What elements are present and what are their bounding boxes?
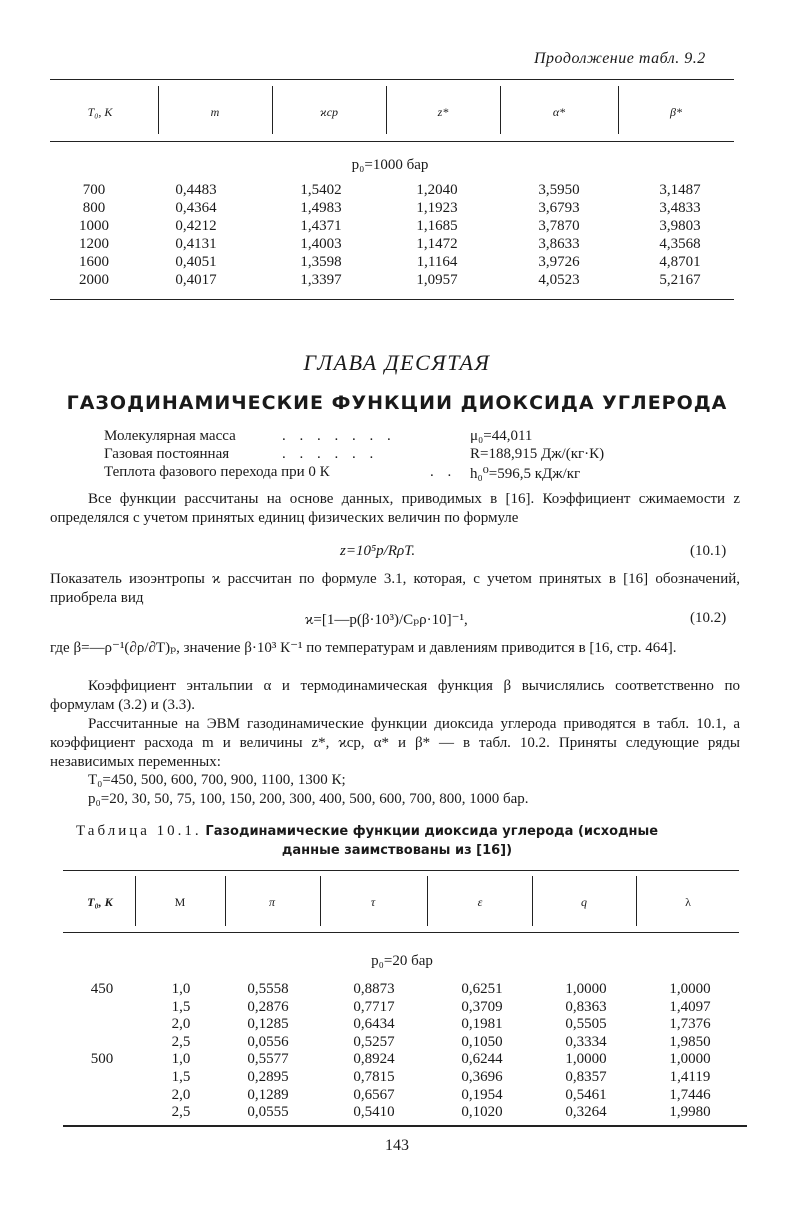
column-divider <box>500 86 501 134</box>
table-cell: 0,5505 <box>565 1016 607 1033</box>
table-cell: 0,1981 <box>461 1016 503 1033</box>
table-cell: 1,0 <box>171 981 191 997</box>
table-cell: 0,4364 <box>175 200 217 216</box>
table-cell: 3,1487 <box>659 182 701 198</box>
table-cell: 0,6434 <box>353 1016 395 1033</box>
table-cell: 0,1289 <box>247 1086 289 1103</box>
column-divider <box>272 86 273 134</box>
table-bottom-rule <box>63 1125 747 1127</box>
table-cell: 0,2895 <box>247 1069 289 1085</box>
table-cell: 1,1164 <box>416 254 458 270</box>
table-cell: 0,6244 <box>461 1051 503 1068</box>
table-top-rule <box>63 870 739 871</box>
equation: z=10⁵p/RρT. <box>340 543 416 559</box>
table-cell: 0,1954 <box>461 1086 503 1103</box>
equation-number: (10.1) <box>690 543 727 559</box>
table-cell: 0,8363 <box>565 998 607 1015</box>
table-cell: 1,0000 <box>565 1051 607 1068</box>
table-cell: 3,7870 <box>538 218 580 234</box>
table-cell: 1,9850 <box>669 1033 711 1050</box>
table-caption-prefix: Таблица 10.1. <box>76 823 202 839</box>
leader-dots: . . . . . . <box>282 446 379 462</box>
paragraph: Все функции рассчитаны на основе данных, приводимых в [16]. Коэффициент сжимаемости z определялся с учетом принятых единиц физических величин по формуле <box>50 491 740 526</box>
column-divider <box>636 876 637 926</box>
table-cell: 0,8873 <box>353 981 395 997</box>
column-divider <box>158 86 159 134</box>
table-cell-key: 1600 <box>79 254 109 270</box>
page-number: 143 <box>385 1137 409 1154</box>
column-header: π <box>268 895 276 909</box>
column-header: q <box>581 895 587 909</box>
column-divider <box>618 86 619 134</box>
table-top-rule <box>50 79 734 80</box>
table-cell: 3,6793 <box>538 200 580 216</box>
table-cell: 0,3334 <box>565 1033 607 1050</box>
constant-value: μ₀=44,011 <box>470 428 533 444</box>
table-cell: 0,5558 <box>247 981 289 997</box>
table-cell: 1,0000 <box>565 981 607 997</box>
table-cell: 3,9726 <box>538 254 580 270</box>
table-cell: 1,5402 <box>300 182 342 198</box>
table-cell: 4,0523 <box>538 272 580 288</box>
table-cell: 1,5 <box>171 1069 191 1085</box>
table-cell: 0,7815 <box>353 1069 395 1085</box>
paragraph: где β=—ρ⁻¹(∂ρ/∂T)ₚ, значение β·10³ К⁻¹ по температурам и давлениям приводится в [16, стр. 464]. <box>50 640 677 656</box>
table-cell: 0,8924 <box>353 1051 395 1068</box>
column-header: m <box>210 105 220 119</box>
table-cell: 0,7717 <box>353 998 395 1015</box>
table-cell: 1,0000 <box>669 981 711 997</box>
leader-dots: . . . . . . . <box>282 428 396 444</box>
table-cell: 2,0 <box>171 1016 191 1033</box>
table-cell-key: 800 <box>82 200 106 216</box>
table-cell: 1,5 <box>171 998 191 1015</box>
table-cell: 1,4371 <box>300 218 342 234</box>
table-cell-key: 1200 <box>79 236 109 252</box>
table-cell: 2,5 <box>171 1104 191 1121</box>
constant-label: Молекулярная масса <box>104 428 236 444</box>
paragraph: Коэффициент энтальпии α и термодинамическая функция β вычислялись соответственно по формулам (3.2) и (3.3). <box>50 678 740 713</box>
table-cell: 4,8701 <box>659 254 701 270</box>
table-cell: 5,2167 <box>659 272 701 288</box>
column-header: ε <box>477 895 483 909</box>
column-header: λ <box>685 895 691 909</box>
table-cell: 0,6251 <box>461 981 503 997</box>
table-cell: 0,2876 <box>247 998 289 1015</box>
constant-label: Теплота фазового перехода при 0 К <box>104 464 330 480</box>
leader-dots: . . <box>430 464 457 480</box>
table-cell: 3,5950 <box>538 182 580 198</box>
column-header: τ <box>370 895 376 909</box>
table-cell: 1,3397 <box>300 272 342 288</box>
table-cell: 0,5461 <box>565 1086 607 1103</box>
paragraph: p₀=20, 30, 50, 75, 100, 150, 200, 300, 400, 500, 600, 700, 800, 1000 бар. <box>88 791 529 807</box>
table-cell: 1,3598 <box>300 254 342 270</box>
continuation-label: Продолжение табл. 9.2 <box>534 50 706 67</box>
table-cell: 1,4983 <box>300 200 342 216</box>
table-header-rule <box>63 932 739 933</box>
table-cell: 0,1285 <box>247 1016 289 1033</box>
table-cell: 0,4212 <box>175 218 217 234</box>
table-cell: 0,8357 <box>565 1069 607 1085</box>
column-header: T₀, K <box>87 105 113 119</box>
table-cell: 0,3696 <box>461 1069 503 1085</box>
column-header: ϰср <box>319 105 339 119</box>
chapter-title: ГАЗОДИНАМИЧЕСКИЕ ФУНКЦИИ ДИОКСИДА УГЛЕРОДА <box>66 392 728 414</box>
table-cell: 0,1050 <box>461 1033 503 1050</box>
constant-value: h₀⁰=596,5 кДж/кг <box>470 466 581 482</box>
column-header: M <box>174 895 186 909</box>
table-cell: 1,7376 <box>669 1016 711 1033</box>
table-cell: 2,5 <box>171 1033 191 1050</box>
constant-label: Газовая постоянная <box>104 446 230 462</box>
table-cell: 0,5577 <box>247 1051 289 1068</box>
table-cell-key: 700 <box>82 182 106 198</box>
table-cell: 2,0 <box>171 1086 191 1103</box>
paragraph: Показатель изоэнтропы ϰ рассчитан по формуле 3.1, которая, с учетом принятых в [16] обозначений, приобрела вид <box>50 571 740 606</box>
table-cell: 0,0556 <box>247 1033 289 1050</box>
column-divider <box>532 876 533 926</box>
table-cell: 1,0000 <box>669 1051 711 1068</box>
table-cell: 0,5410 <box>353 1104 395 1121</box>
table-cell: 1,7446 <box>669 1086 711 1103</box>
table-cell: 1,4003 <box>300 236 342 252</box>
paragraph: T₀=450, 500, 600, 700, 900, 1100, 1300 К; <box>88 772 346 788</box>
table-cell: 0,4483 <box>175 182 217 198</box>
table-caption-title: Газодинамические функции диоксида углерода (исходные <box>205 824 659 839</box>
equation: ϰ=[1—p(β·10³)/Cₚρ·10]⁻¹, <box>305 612 468 628</box>
table-cell: 3,8633 <box>538 236 580 252</box>
column-divider <box>427 876 428 926</box>
section-label: p₀=1000 бар <box>351 157 429 173</box>
table-cell-key: 2000 <box>79 272 109 288</box>
paragraph: Рассчитанные на ЭВМ газодинамические функции диоксида углерода приводятся в табл. 10.1, а коэффициент расхода m и величины z*, ϰср, α* и β* — в табл. 10.2. Приняты следующие ряды независимых переменных: <box>50 716 740 770</box>
table-caption-line2: данные заимствованы из [16]) <box>281 843 513 858</box>
table-cell: 0,4131 <box>175 236 217 252</box>
table-cell: 0,4017 <box>175 272 217 288</box>
table-cell: 0,5257 <box>353 1033 395 1050</box>
column-header: β* <box>670 105 682 119</box>
table-cell: 0,0555 <box>247 1104 289 1121</box>
table-cell: 0,3264 <box>565 1104 607 1121</box>
table-cell: 1,9980 <box>669 1104 711 1121</box>
column-header: α* <box>552 105 566 119</box>
table-cell: 1,1472 <box>416 236 458 252</box>
table-cell: 1,0 <box>171 1051 191 1068</box>
section-label: p₀=20 бар <box>371 953 433 969</box>
table-cell: 0,3709 <box>461 998 503 1015</box>
column-divider <box>225 876 226 926</box>
table-caption <box>76 823 658 840</box>
table-header-rule <box>50 141 734 142</box>
column-header: T₀, К <box>87 895 113 909</box>
table-cell: 3,9803 <box>659 218 701 234</box>
table-cell: 0,6567 <box>353 1086 395 1103</box>
table-cell: 1,1685 <box>416 218 458 234</box>
table-cell: 3,4833 <box>659 200 701 216</box>
table-cell: 1,1923 <box>416 200 458 216</box>
equation-number: (10.2) <box>690 610 727 626</box>
column-divider <box>320 876 321 926</box>
table-cell: 4,3568 <box>659 236 701 252</box>
column-divider <box>135 876 136 926</box>
column-header: z* <box>437 105 449 119</box>
table-cell: 1,4097 <box>669 998 711 1015</box>
table-cell: 1,0957 <box>416 272 458 288</box>
table-cell-key: 500 <box>90 1051 114 1068</box>
table-cell: 0,1020 <box>461 1104 503 1121</box>
constant-value: R=188,915 Дж/(кг·К) <box>470 446 605 462</box>
table-cell: 1,2040 <box>416 182 458 198</box>
chapter-label: ГЛАВА ДЕСЯТАЯ <box>303 350 491 375</box>
table-cell: 0,4051 <box>175 254 217 270</box>
table-cell: 1,4119 <box>669 1069 711 1085</box>
column-divider <box>386 86 387 134</box>
table-cell-key: 1000 <box>79 218 109 234</box>
table-cell-key: 450 <box>90 981 114 997</box>
table-bottom-rule <box>50 299 734 300</box>
